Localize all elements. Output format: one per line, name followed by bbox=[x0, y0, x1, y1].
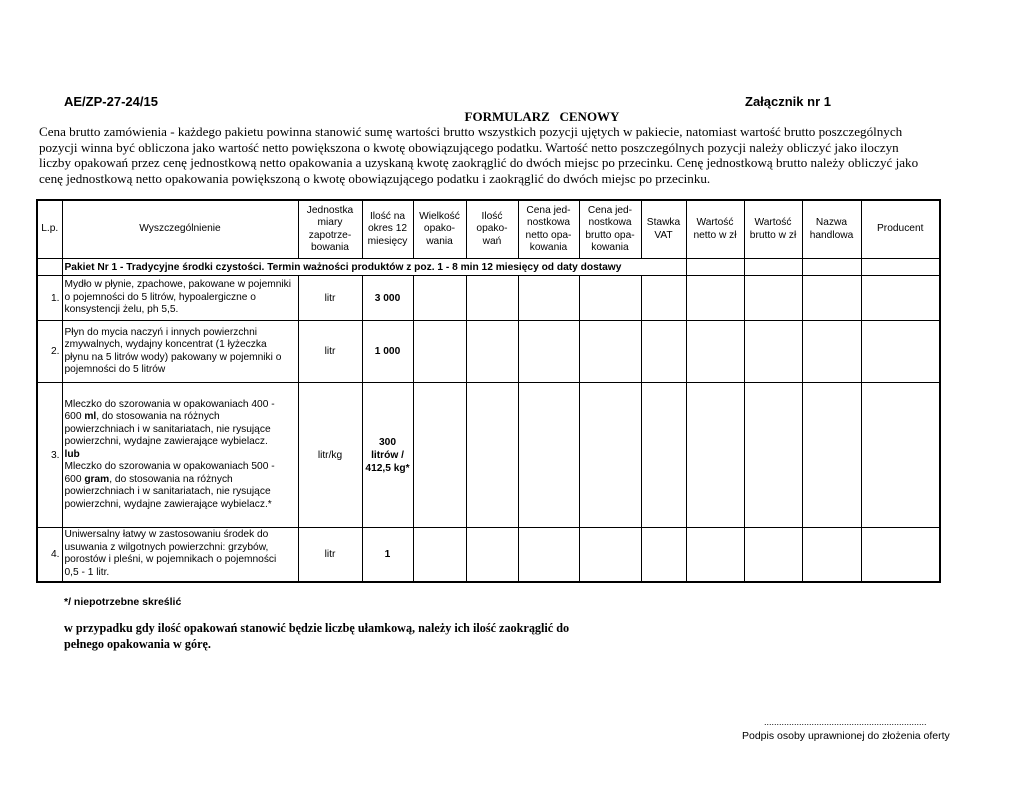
header-producer: Producent bbox=[861, 200, 940, 259]
document-number: AE/ZP-27-24/15 bbox=[64, 94, 158, 109]
description-line: powierzchni, wydajne zawierające wybielacz. bbox=[64, 436, 268, 448]
producer-cell[interactable] bbox=[861, 528, 940, 582]
unit-net-cell[interactable] bbox=[518, 321, 579, 383]
description-line: usuwania z wilgotnych powierzchni: grzybów, bbox=[64, 541, 269, 553]
header-trade-name: Nazwa handlowa bbox=[802, 200, 861, 259]
package-gross-cell bbox=[744, 259, 802, 276]
package-count-cell[interactable] bbox=[466, 383, 518, 528]
row-description bbox=[62, 528, 298, 582]
producer-cell[interactable] bbox=[861, 321, 940, 383]
table-row bbox=[37, 276, 940, 321]
package-net-cell bbox=[686, 259, 744, 276]
header-package-size: Wielkość opako- wania bbox=[413, 200, 466, 259]
package-trade-cell bbox=[802, 259, 861, 276]
description-line: 600 gram, do stosowania na różnych bbox=[64, 473, 233, 485]
header-gross-value: Wartość brutto w zł bbox=[744, 200, 802, 259]
row-unit: litr bbox=[298, 276, 362, 321]
package-label-cell bbox=[62, 259, 686, 276]
table-row bbox=[37, 528, 940, 582]
package-row bbox=[37, 259, 940, 276]
unit-gross-cell[interactable] bbox=[579, 528, 641, 582]
description-line: konsystencji żelu, ph 5,5. bbox=[64, 304, 179, 316]
description-line: Uniwersalny łatwy w zastosowaniu środek do bbox=[64, 529, 269, 541]
description-line: Mleczko do szorowania w opakowaniach 400 - bbox=[64, 398, 275, 410]
vat-cell[interactable] bbox=[641, 528, 686, 582]
vat-cell[interactable] bbox=[641, 276, 686, 321]
vat-cell[interactable] bbox=[641, 383, 686, 528]
description-line: lub bbox=[64, 448, 80, 460]
description-line: powierzchni, wydajne zawierające wybielacz.* bbox=[64, 498, 272, 510]
description-line: Mydło w płynie, zpachowe, pakowane w pojemniki bbox=[64, 279, 292, 291]
description-line: powierzchniach i w sanitariatach, nie rysujące bbox=[64, 423, 271, 435]
description-line: 600 ml, do stosowania na różnych bbox=[64, 411, 220, 423]
header-net-value: Wartość netto w zł bbox=[686, 200, 744, 259]
table-row bbox=[37, 383, 940, 528]
unit-gross-cell[interactable] bbox=[579, 276, 641, 321]
row-quantity: 1 000 bbox=[362, 321, 413, 383]
header-lp: L.p. bbox=[37, 200, 62, 259]
intro-text bbox=[39, 124, 919, 186]
row-lp: 1. bbox=[37, 276, 62, 321]
row-unit: litr/kg bbox=[298, 383, 362, 528]
row-description bbox=[62, 321, 298, 383]
producer-cell[interactable] bbox=[861, 276, 940, 321]
net-value-cell[interactable] bbox=[686, 528, 744, 582]
header-quantity: Ilość na okres 12 miesięcy bbox=[362, 200, 413, 259]
header-package-count: Ilość opako- wań bbox=[466, 200, 518, 259]
package-lp-cell bbox=[37, 259, 62, 276]
gross-value-cell[interactable] bbox=[744, 321, 802, 383]
package-size-cell[interactable] bbox=[413, 528, 466, 582]
description-line: zmywalnych, wydajny koncentrat (1 łyżeczka bbox=[64, 339, 267, 350]
unit-gross-cell[interactable] bbox=[579, 321, 641, 383]
rounding-note bbox=[64, 620, 584, 652]
description-line: pojemności do 5 litrów bbox=[64, 364, 166, 375]
net-value-cell[interactable] bbox=[686, 383, 744, 528]
unit-net-cell[interactable] bbox=[518, 528, 579, 582]
description-line: porostów i pleśni, w pojemnikach o pojemności bbox=[64, 554, 277, 566]
table-row bbox=[37, 321, 940, 383]
trade-name-cell[interactable] bbox=[802, 528, 861, 582]
package-label: Pakiet Nr 1 - Tradycyjne środki czystości. Termin ważności produktów z poz. 1 - 8 min 12 miesięcy od daty dostawy bbox=[64, 261, 622, 273]
footnote: */ niepotrzebne skreślić bbox=[64, 596, 182, 608]
intro-line: liczby opakowań przez cenę jednostkową netto opakowania a uzyskaną kwotę zaokrąglić do dwóch miejsc po przecinku. Cenę jednostkową brutto należy obliczyć jako bbox=[39, 155, 919, 170]
description-line: 0,5 - 1 litr. bbox=[64, 566, 110, 578]
description-line: płynu na 5 litrów wody) pakowany w pojemniki o bbox=[64, 351, 282, 363]
attachment-label: Załącznik nr 1 bbox=[745, 94, 831, 109]
intro-line: Cena brutto zamówienia - każdego pakietu powinna stanowić sumę wartości brutto wszystkich pozycji ujętych w pakiecie, natomiast wartość brutto poszczególnych bbox=[39, 124, 903, 139]
package-count-cell[interactable] bbox=[466, 528, 518, 582]
gross-value-cell[interactable] bbox=[744, 276, 802, 321]
trade-name-cell[interactable] bbox=[802, 383, 861, 528]
header-unit-net-price: Cena jed- nostkowa netto opa- kowania bbox=[518, 200, 579, 259]
unit-net-cell[interactable] bbox=[518, 383, 579, 528]
row-lp: 4. bbox=[37, 528, 62, 582]
row-unit: litr bbox=[298, 528, 362, 582]
row-quantity: 3 000 bbox=[362, 276, 413, 321]
header-description: Wyszczególnienie bbox=[62, 200, 298, 259]
gross-value-cell[interactable] bbox=[744, 528, 802, 582]
trade-name-cell[interactable] bbox=[802, 321, 861, 383]
description-line: o pojemności do 5 litrów, hypoalergiczne o bbox=[64, 291, 256, 303]
net-value-cell[interactable] bbox=[686, 321, 744, 383]
intro-line: pozycji winna być obliczona jako wartość netto powiększona o kwotę obowiązującego podatku. Wartość netto poszczególnych pozycji należy obliczyć jako iloczyn bbox=[39, 139, 899, 155]
rounding-note-line: w przypadku gdy ilość opakowań stanowić będzie liczbę ułamkową, należy ich ilość zaokrąglić do bbox=[64, 621, 570, 635]
row-description bbox=[62, 276, 298, 321]
package-count-cell[interactable] bbox=[466, 276, 518, 321]
vat-cell[interactable] bbox=[641, 321, 686, 383]
rounding-note-line: pełnego opakowania w górę. bbox=[64, 637, 211, 651]
package-size-cell[interactable] bbox=[413, 383, 466, 528]
row-lp: 3. bbox=[37, 383, 62, 528]
signature-line: ................................................................. bbox=[764, 717, 927, 727]
row-quantity: 1 bbox=[362, 528, 413, 582]
signature-label: Podpis osoby uprawnionej do złożenia oferty bbox=[742, 730, 950, 742]
package-size-cell[interactable] bbox=[413, 321, 466, 383]
gross-value-cell[interactable] bbox=[744, 383, 802, 528]
form-title: FORMULARZ CENOWY bbox=[464, 109, 620, 124]
price-table bbox=[36, 199, 941, 583]
header-unit-gross-price: Cena jed- nostkowa brutto opa- kowania bbox=[579, 200, 641, 259]
row-description bbox=[62, 383, 298, 528]
producer-cell[interactable] bbox=[861, 383, 940, 528]
description-line: Płyn do mycia naczyń i innych powierzchni bbox=[64, 326, 258, 338]
trade-name-cell[interactable] bbox=[802, 276, 861, 321]
package-size-cell[interactable] bbox=[413, 276, 466, 321]
unit-gross-cell[interactable] bbox=[579, 383, 641, 528]
description-line: Mleczko do szorowania w opakowaniach 500 - bbox=[64, 461, 275, 473]
table-header-row bbox=[37, 200, 940, 259]
row-quantity: 300 litrów / 412,5 kg* bbox=[362, 383, 413, 528]
package-count-cell[interactable] bbox=[466, 321, 518, 383]
description-line: powierzchniach i w sanitariatach, nie rysujące bbox=[64, 486, 271, 498]
header-unit: Jednostka miary zapotrze- bowania bbox=[298, 200, 362, 259]
package-producer-cell bbox=[861, 259, 940, 276]
row-lp: 2. bbox=[37, 321, 62, 383]
header-vat-rate: Stawka VAT bbox=[641, 200, 686, 259]
row-unit: litr bbox=[298, 321, 362, 383]
net-value-cell[interactable] bbox=[686, 276, 744, 321]
unit-net-cell[interactable] bbox=[518, 276, 579, 321]
intro-line: cenę jednostkową netto opakowania powiększoną o kwotę obowiązującego podatku i zaokrąglić do dwóch miejsc po przecinku. bbox=[39, 170, 711, 186]
